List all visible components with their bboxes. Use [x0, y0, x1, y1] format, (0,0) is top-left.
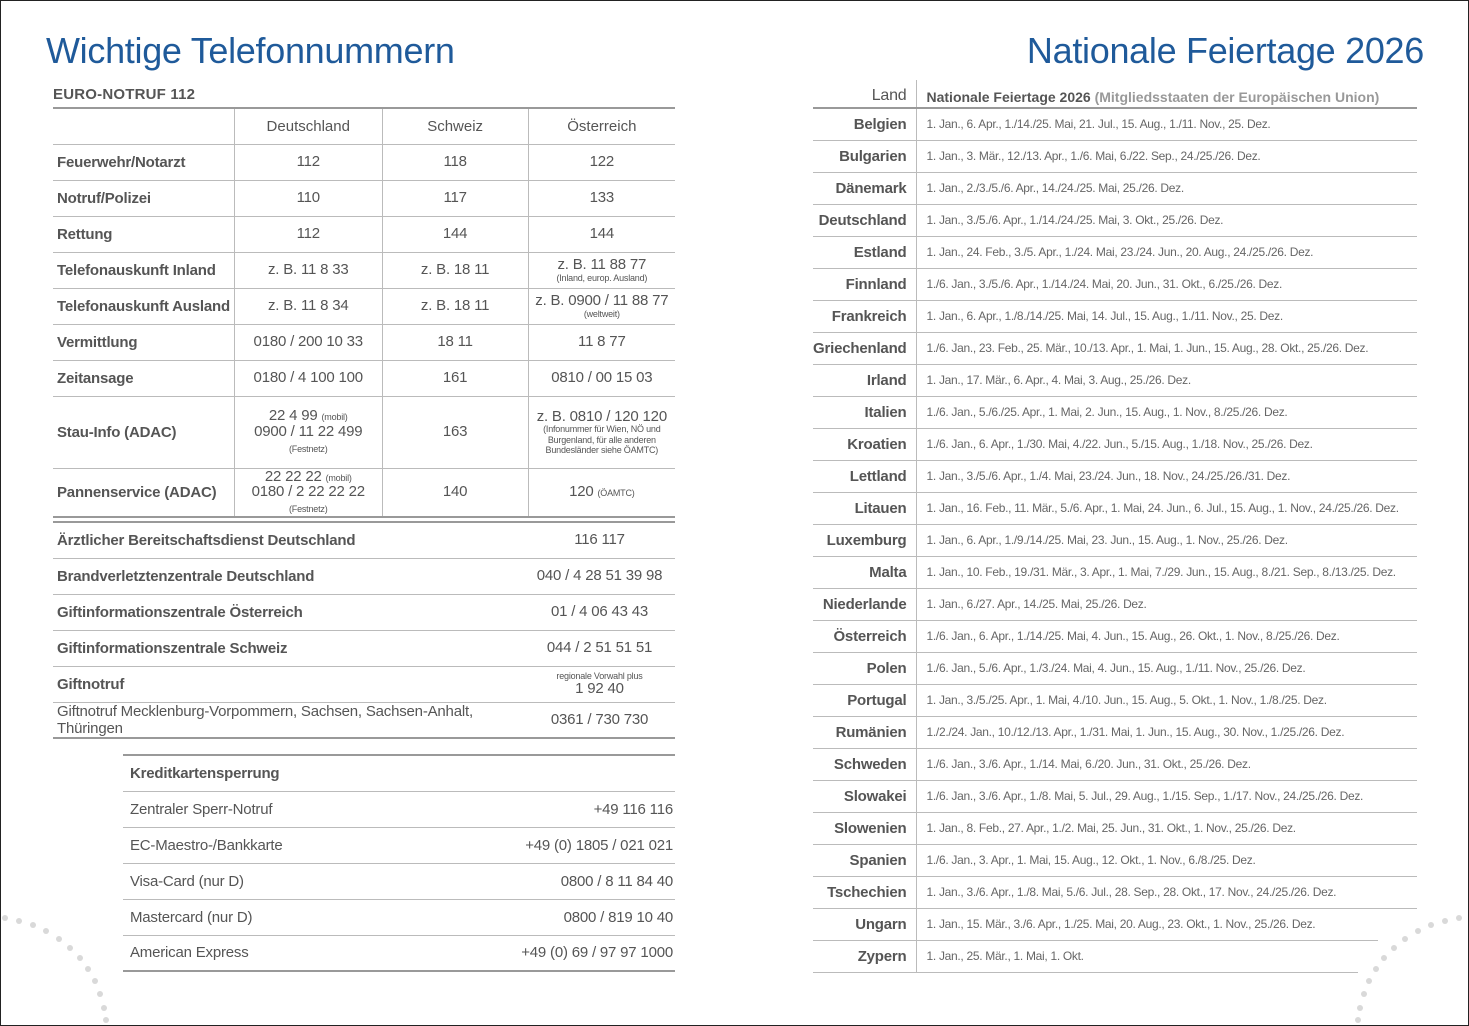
holiday-country: Schweden: [813, 748, 916, 780]
value-at-main: z. B. 0810 / 120 120: [536, 407, 667, 425]
holidays-table: [813, 80, 1417, 973]
decorative-dot: [103, 1017, 109, 1023]
table-row: [813, 620, 1417, 652]
value-at: 0810 / 00 15 03: [528, 360, 675, 396]
table-row: [123, 863, 675, 899]
holiday-dates: 1./6. Jan., 6. Apr., 1./14./25. Mai, 4. Jun., 15. Aug., 26. Okt., 1. Nov., 8./25./26. Dez.: [916, 620, 1417, 652]
table-row: [813, 524, 1417, 556]
value-de-festnetz: 0900 / 11 22 499: [254, 423, 363, 441]
table-row: [53, 216, 675, 252]
holiday-dates: 1. Jan., 6./27. Apr., 14./25. Mai, 25./26. Dez.: [916, 588, 1417, 620]
value-at: 122: [528, 144, 675, 180]
table-row: [53, 252, 675, 288]
table-row: [813, 588, 1417, 620]
row-divider: [917, 972, 1358, 973]
table-row: [53, 468, 675, 517]
value-ch: 161: [382, 360, 528, 396]
value-de: 112: [234, 216, 382, 252]
value-de: z. B. 11 8 34: [234, 288, 382, 324]
service-value: 0361 / 730 730: [550, 710, 649, 728]
card-block-heading: Kreditkartensperrung: [123, 755, 675, 791]
service-value: 01 / 4 06 43 43: [524, 594, 675, 630]
decorative-dot: [56, 936, 62, 942]
value-de-festnetz: 0180 / 2 22 22 22: [251, 483, 365, 501]
holiday-country: Finnland: [813, 268, 916, 300]
holiday-dates: 1./6. Jan., 3./6. Apr., 1./8. Mai, 5. Jul., 29. Aug., 1./15. Sep., 1./17. Nov., 24./25./26. Dez.: [916, 780, 1417, 812]
value-ch: 144: [382, 216, 528, 252]
table-row: [813, 556, 1417, 588]
value-ch: z. B. 18 11: [382, 252, 528, 288]
service-note: regionale Vorwahl plus: [556, 670, 643, 681]
holiday-dates: 1./2./24. Jan., 10./12./13. Apr., 1./31. Mai, 1. Jun., 15. Aug., 30. Nov., 1./25./26. Dez.: [916, 716, 1417, 748]
holiday-country: Kroatien: [813, 428, 916, 460]
holiday-country: Slowenien: [813, 812, 916, 844]
row-label: Zeitansage: [53, 360, 234, 396]
decorative-dot: [16, 918, 22, 924]
table-row: [813, 940, 1417, 972]
card-label: Zentraler Sperr-Notruf: [123, 791, 404, 827]
row-label: Notruf/Polizei: [53, 180, 234, 216]
holiday-dates: 1. Jan., 2./3./5./6. Apr., 14./24./25. Mai, 25./26. Dez.: [916, 172, 1417, 204]
table-row: [813, 140, 1417, 172]
decorative-dots-left: [0, 905, 130, 1025]
holiday-dates: 1. Jan., 17. Mär., 6. Apr., 4. Mai, 3. Aug., 25./26. Dez.: [916, 364, 1417, 396]
table-row: [123, 935, 675, 971]
table-row: [53, 666, 675, 702]
decorative-dot: [1361, 991, 1367, 997]
row-label: Telefonauskunft Ausland: [53, 288, 234, 324]
holiday-country: Deutschland: [813, 204, 916, 236]
holiday-dates: 1. Jan., 3. Mär., 12./13. Apr., 1./6. Mai, 6./22. Sep., 24./25./26. Dez.: [916, 140, 1417, 172]
decorative-dot: [1355, 1017, 1361, 1023]
table-row: [53, 702, 675, 738]
row-label: Vermittlung: [53, 324, 234, 360]
decorative-dot: [2, 915, 8, 921]
table-row: [813, 876, 1417, 908]
value-at: 133: [528, 180, 675, 216]
holiday-country: Portugal: [813, 684, 916, 716]
col-schweiz: Schweiz: [382, 108, 528, 144]
service-label: Ärztlicher Bereitschaftsdienst Deutschland: [53, 522, 524, 558]
holiday-dates: 1. Jan., 6. Apr., 1./9./14./25. Mai, 23. Jun., 15. Aug., 1. Nov., 25./26. Dez.: [916, 524, 1417, 556]
holiday-country: Rumänien: [813, 716, 916, 748]
decorative-dot: [1428, 922, 1434, 928]
value-ch: z. B. 18 11: [382, 288, 528, 324]
row-label: Pannenservice (ADAC): [53, 468, 234, 517]
holiday-country: Spanien: [813, 844, 916, 876]
holiday-dates: 1./6. Jan., 3./5./6. Apr., 1./14./24. Mai, 20. Jun., 31. Okt., 6./25./26. Dez.: [916, 268, 1417, 300]
table-row: [813, 652, 1417, 684]
table-row: [813, 748, 1417, 780]
table-row: [53, 396, 675, 468]
decorative-dot: [92, 978, 98, 984]
holiday-country: Tschechien: [813, 876, 916, 908]
holiday-dates: 1. Jan., 24. Feb., 3./5. Apr., 1./24. Mai, 23./24. Jun., 20. Aug., 24./25./26. Dez.: [916, 236, 1417, 268]
decorative-dot: [43, 928, 49, 934]
col-oesterreich: Österreich: [528, 108, 675, 144]
service-value-main: 1 92 40: [575, 679, 624, 697]
value-at-note: (Infonummer für Wien, NÖ und Burgenland, für alle anderen Bundesländer siehe ÖAMTC): [543, 424, 661, 456]
value-at: 144: [528, 216, 675, 252]
col-dates: [916, 80, 1417, 108]
holiday-dates: 1./6. Jan., 3. Apr., 1. Mai, 15. Aug., 12. Okt., 1. Nov., 6./8./25. Dez.: [916, 844, 1417, 876]
table-row: [813, 780, 1417, 812]
holiday-country: Litauen: [813, 492, 916, 524]
value-ch: 117: [382, 180, 528, 216]
holiday-country: Zypern: [813, 940, 916, 972]
card-label: Visa-Card (nur D): [123, 863, 404, 899]
holiday-dates: 1./6. Jan., 3./6. Apr., 1./14. Mai, 6./20. Jun., 31. Okt., 25./26. Dez.: [916, 748, 1417, 780]
table-row: [813, 332, 1417, 364]
service-label: Brandverletztenzentrale Deutschland: [53, 558, 524, 594]
table-row: [53, 144, 675, 180]
service-label: Giftinformationszentrale Schweiz: [53, 630, 524, 666]
table-row: [813, 364, 1417, 396]
service-label: Giftinformationszentrale Österreich: [53, 594, 524, 630]
service-value: 044 / 2 51 51 51: [524, 630, 675, 666]
value-at-note: (Inland, europ. Ausland): [556, 272, 648, 283]
holiday-country: Bulgarien: [813, 140, 916, 172]
value-at: [528, 396, 675, 468]
holiday-country: Belgien: [813, 108, 916, 140]
card-value: +49 116 116: [404, 791, 675, 827]
holiday-country: Griechenland: [813, 332, 916, 364]
value-de: z. B. 11 8 33: [234, 252, 382, 288]
table-row: [813, 492, 1417, 524]
card-value: +49 (0) 69 / 97 97 1000: [521, 944, 673, 962]
holiday-country: Estland: [813, 236, 916, 268]
value-de-mobil-note: (mobil): [321, 412, 348, 423]
table-row: [813, 268, 1417, 300]
holiday-country: Lettland: [813, 460, 916, 492]
holiday-dates: 1./6. Jan., 6. Apr., 1./30. Mai, 4./22. Jun., 5./15. Aug., 1./18. Nov., 25./26. Dez.: [916, 428, 1417, 460]
table-row: [813, 108, 1417, 140]
holiday-dates: 1. Jan., 6. Apr., 1./14./25. Mai, 21. Jul., 15. Aug., 1./11. Nov., 25. Dez.: [916, 108, 1417, 140]
holiday-dates: 1. Jan., 25. Mär., 1. Mai, 1. Okt.: [916, 940, 1417, 972]
value-ch: 140: [382, 468, 528, 517]
table-row: [53, 180, 675, 216]
holiday-dates: 1. Jan., 8. Feb., 27. Apr., 1./2. Mai, 25. Jun., 31. Okt., 1. Nov., 25./26. Dez.: [916, 812, 1417, 844]
service-value: 040 / 4 28 51 39 98: [524, 558, 675, 594]
table-row: [813, 844, 1417, 876]
table-row: [53, 324, 675, 360]
holiday-country: Slowakei: [813, 780, 916, 812]
table-row: [53, 288, 675, 324]
decorative-dot: [1366, 978, 1372, 984]
table-row: [813, 716, 1417, 748]
col-land: Land: [813, 80, 916, 108]
value-de-mobil: 22 22 22: [264, 467, 322, 485]
value-ch: 18 11: [382, 324, 528, 360]
table-row: [53, 630, 675, 666]
decorative-dot: [85, 966, 91, 972]
holiday-dates: 1. Jan., 3./6. Apr., 1./8. Mai, 5./6. Jul., 28. Sep., 28. Okt., 17. Nov., 24./25./26. Dez.: [916, 876, 1417, 908]
value-at-note: (ÖAMTC): [597, 488, 635, 499]
table-row: [813, 204, 1417, 236]
holiday-country: Dänemark: [813, 172, 916, 204]
services-table: [53, 521, 675, 739]
table-row: [813, 908, 1417, 940]
decorative-dot: [30, 922, 36, 928]
value-at: [528, 252, 675, 288]
table-row: [123, 827, 675, 863]
page-title-holidays: Nationale Feiertage 2026: [1026, 30, 1424, 71]
page-title-phone: Wichtige Telefonnummern: [46, 30, 455, 71]
table-row: [813, 812, 1417, 844]
decorative-dot: [101, 1005, 107, 1011]
value-at-main: 120: [569, 483, 594, 501]
card-label: EC-Maestro-/Bankkarte: [123, 827, 404, 863]
row-label: Rettung: [53, 216, 234, 252]
value-de: 0180 / 4 100 100: [234, 360, 382, 396]
value-de-festnetz-note: (Festnetz): [288, 443, 328, 454]
value-at: 11 8 77: [528, 324, 675, 360]
holiday-dates: 1. Jan., 16. Feb., 11. Mär., 5./6. Apr., 1. Mai, 24. Jun., 6. Jul., 15. Aug., 1. Nov., 24./25./26. Dez.: [916, 492, 1417, 524]
row-label: Feuerwehr/Notarzt: [53, 144, 234, 180]
table-row: [813, 396, 1417, 428]
value-de: [234, 468, 382, 517]
table-header-row: [123, 755, 675, 791]
table-row: [813, 300, 1417, 332]
holiday-dates: 1./6. Jan., 5./6./25. Apr., 1. Mai, 2. Jun., 15. Aug., 1. Nov., 8./25./26. Dez.: [916, 396, 1417, 428]
holiday-country: Österreich: [813, 620, 916, 652]
table-row: [53, 360, 675, 396]
holiday-country: Italien: [813, 396, 916, 428]
table-row: [813, 428, 1417, 460]
decorative-dot: [77, 955, 83, 961]
card-value: +49 (0) 1805 / 021 021: [404, 827, 675, 863]
holiday-country: Malta: [813, 556, 916, 588]
value-ch: 163: [382, 396, 528, 468]
decorative-dot: [1442, 918, 1448, 924]
table-row: [123, 791, 675, 827]
table-header-row: [53, 108, 675, 144]
service-label: Giftnotruf Mecklenburg-Vorpommern, Sachsen, Sachsen-Anhalt, Thüringen: [57, 702, 473, 737]
holiday-dates: 1. Jan., 15. Mär., 3./6. Apr., 1./25. Mai, 20. Aug., 23. Okt., 1. Nov., 25./26. Dez.: [916, 908, 1417, 940]
value-de-mobil: 22 4 99: [268, 407, 318, 425]
value-de-festnetz-note: (Festnetz): [288, 504, 328, 514]
value-at: [528, 288, 675, 324]
value-de: 0180 / 200 10 33: [234, 324, 382, 360]
value-de: [234, 396, 382, 468]
table-row: [53, 522, 675, 558]
card-label: Mastercard (nur D): [123, 899, 404, 935]
holiday-dates: 1. Jan., 3./5./6. Apr., 1./14./24./25. Mai, 3. Okt., 25./26. Dez.: [916, 204, 1417, 236]
row-label: Telefonauskunft Inland: [53, 252, 234, 288]
value-de: 110: [234, 180, 382, 216]
euro-notruf-label: EURO-NOTRUF 112: [53, 86, 196, 103]
holiday-dates: 1. Jan., 6. Apr., 1./8./14./25. Mai, 14. Jul., 15. Aug., 1./11. Nov., 25. Dez.: [916, 300, 1417, 332]
col-dates-title: Nationale Feiertage 2026: [926, 89, 1091, 105]
table-header-row: [813, 80, 1417, 108]
value-ch: 118: [382, 144, 528, 180]
holiday-dates: 1. Jan., 3./5./25. Apr., 1. Mai, 4./10. Jun., 15. Aug., 5. Okt., 1. Nov., 1./8./25. Dez.: [916, 684, 1417, 716]
table-row: [53, 558, 675, 594]
card-value: 0800 / 8 11 84 40: [404, 863, 675, 899]
decorative-dot: [1456, 915, 1462, 921]
value-at-main: z. B. 11 88 77: [557, 255, 647, 273]
table-row: [813, 684, 1417, 716]
holiday-country: Luxemburg: [813, 524, 916, 556]
row-label: Stau-Info (ADAC): [53, 396, 234, 468]
card-blocking-table: [123, 754, 675, 972]
emergency-numbers-table: [53, 107, 675, 518]
holiday-country: Polen: [813, 652, 916, 684]
holiday-dates: 1./6. Jan., 23. Feb., 25. Mär., 10./13. Apr., 1. Mai, 1. Jun., 15. Aug., 28. Okt., 25./26. Dez.: [916, 332, 1417, 364]
decorative-dot: [97, 991, 103, 997]
service-label: Giftnotruf: [53, 666, 524, 702]
col-deutschland: Deutschland: [234, 108, 382, 144]
holiday-country: Frankreich: [813, 300, 916, 332]
value-at-main: z. B. 0900 / 11 88 77: [535, 291, 669, 309]
table-row: [813, 236, 1417, 268]
card-value: 0800 / 819 10 40: [404, 899, 675, 935]
value-de-mobil-note: (mobil): [325, 472, 352, 483]
value-de: 112: [234, 144, 382, 180]
holiday-country: Irland: [813, 364, 916, 396]
holiday-dates: 1./6. Jan., 5./6. Apr., 1./3./24. Mai, 4. Jun., 15. Aug., 1./11. Nov., 25./26. Dez.: [916, 652, 1417, 684]
decorative-dot: [1357, 1005, 1363, 1011]
table-row: [813, 460, 1417, 492]
table-row: [123, 899, 675, 935]
holiday-country: Niederlande: [813, 588, 916, 620]
table-row: [53, 594, 675, 630]
service-value: 116 117: [524, 522, 675, 558]
value-at-note: (weltweit): [583, 308, 620, 319]
table-row: [813, 172, 1417, 204]
decorative-dot: [67, 945, 73, 951]
col-dates-suffix: (Mitgliedsstaaten der Europäischen Union): [1094, 89, 1380, 105]
card-label: American Express: [130, 944, 249, 962]
value-at: [528, 468, 675, 517]
holiday-country: Ungarn: [813, 908, 916, 940]
holiday-dates: 1. Jan., 10. Feb., 19./31. Mär., 3. Apr., 1. Mai, 7./29. Jun., 15. Aug., 8./21. Sep., 8./13./25. Dez.: [916, 556, 1417, 588]
holiday-dates: 1. Jan., 3./5./6. Apr., 1./4. Mai, 23./24. Jun., 18. Nov., 24./25./26./31. Dez.: [916, 460, 1417, 492]
service-value: [524, 666, 675, 702]
